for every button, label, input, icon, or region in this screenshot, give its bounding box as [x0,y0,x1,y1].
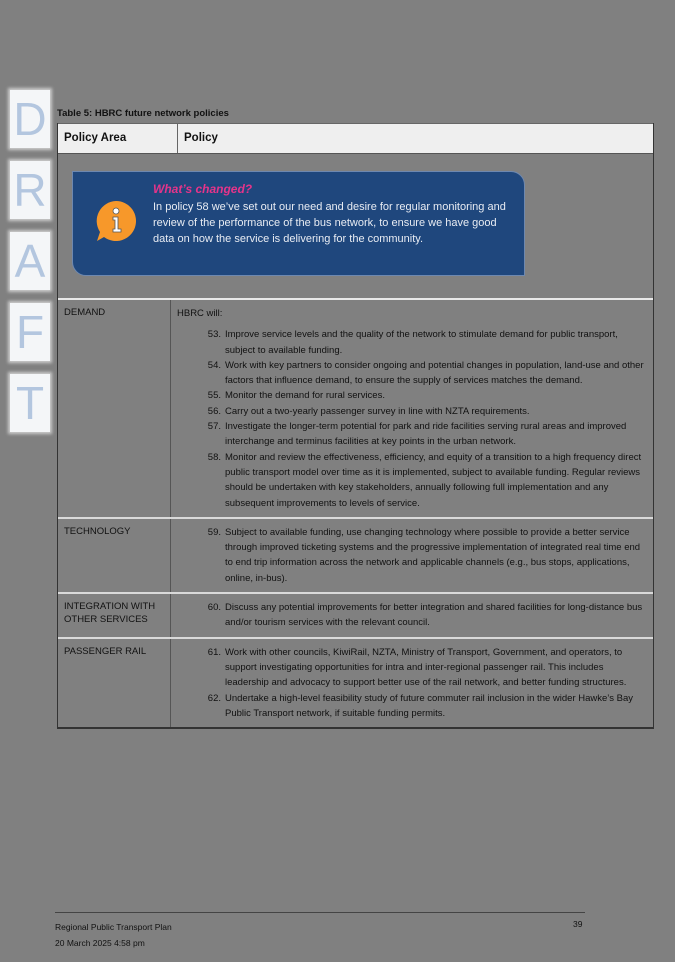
policy-item [177,691,645,722]
policy-area: TECHNOLOGY [58,519,171,592]
footer-info [55,919,172,951]
table-header [58,123,653,154]
policy-cell [171,519,653,592]
table-row-demand [58,300,653,519]
policy-text: Discuss any potential improvements for better integration and shared facilities for long-distance bus and/or tourism services with the relevant council. [225,602,643,629]
draft-watermark [8,90,52,432]
policy-cell [171,639,653,727]
watermark-letter: D [10,90,50,148]
policy-text: Monitor and review the effectiveness, efficiency, and equity of a transition to a high frequency direct public transport model over time as it is implemented, subject to available funding. Regular reviews should be undertaken with key stakeholders, annually following full implementation and any subsequent improvements to levels of service. [225,451,642,509]
policy-text: Monitor the demand for rural services. [225,390,385,402]
page-number: 39 [573,919,583,929]
footer-divider [55,912,585,913]
policy-number: 56. [207,405,221,417]
header-policy-area: Policy Area [58,124,178,153]
policy-text: Undertake a high-level feasibility study of future commuter rail inclusion in the wider Hawke’s Bay Public Transport network, if suitable funding permits. [225,692,633,719]
footer-date: 20 March 2025 4:58 pm [55,938,145,948]
whats-changed-callout [72,171,525,276]
table-row-technology [58,519,653,594]
policy-intro: HBRC will: [177,308,223,319]
policy-list [177,525,645,586]
policy-number: 60. [207,602,221,614]
watermark-letter: F [10,303,50,361]
policy-number: 55. [207,390,221,402]
table-row-passenger-rail [58,639,653,728]
policy-item [177,645,645,691]
policies-table [57,123,654,729]
policy-number: 58. [207,451,221,463]
info-speech-bubble-icon [94,199,138,243]
policy-area: PASSENGER RAIL [58,639,171,727]
policy-item [177,419,645,450]
policy-list [177,645,645,721]
watermark-letter: R [10,161,50,219]
watermark-letter: T [10,374,50,432]
callout-row [58,154,653,300]
policy-item [177,450,645,511]
policy-text: Investigate the longer-term potential for park and ride facilities serving rural areas and improved interchange and terminus facilities at key points in the urban network. [225,421,627,448]
table-caption: Table 5: HBRC future network policies [57,108,229,119]
callout-body: In policy 58 we’ve set out our need and desire for regular monitoring and review of the performance of the bus network, to ensure we have good data on how the service is delivering for the community. [153,201,506,245]
policy-item [177,404,645,419]
footer-title: Regional Public Transport Plan [55,922,172,932]
policy-number: 59. [207,526,221,538]
policy-text: Carry out a two-yearly passenger survey in line with NZTA requirements. [225,405,530,417]
policy-item [177,388,645,403]
policy-number: 62. [207,692,221,704]
policy-area: INTEGRATION WITH OTHER SERVICES [58,594,171,637]
watermark-letter: A [10,232,50,290]
policy-text: Subject to available funding, use changing technology where possible to provide a better service through improved ticketing systems and the progressive implementation of integrated real time end to end trip information across the network and applicable channels (e.g., bus stops, applications, online, in-bus). [225,526,641,584]
policy-list [177,600,645,631]
policy-item [177,600,645,631]
policy-number: 53. [207,329,221,341]
policy-number: 54. [207,359,221,371]
policy-item [177,525,645,586]
policy-item [177,327,645,358]
policy-area: DEMAND [58,300,171,517]
policy-number: 61. [207,646,221,658]
table-row-integration [58,594,653,639]
callout-title: What’s changed? [153,182,253,196]
policy-text: Improve service levels and the quality of the network to stimulate demand for public transport, subject to available funding. [225,329,618,356]
policy-cell [171,300,653,517]
policy-text: Work with other councils, KiwiRail, NZTA, Ministry of Transport, Government, and operators, to support investigating opportunities for intra and inter-regional passenger rail. This includes leadership and advocacy to support better use of the rail network, and better funding structures. [225,646,627,689]
policy-item [177,358,645,389]
policy-number: 57. [207,421,221,433]
header-policy: Policy [184,132,218,144]
policy-list [177,327,645,511]
policy-text: Work with key partners to consider ongoing and potential changes in population, land-use and other factors that influence demand, to ensure the supply of services matches the demand. [225,359,644,387]
policy-cell [171,594,653,637]
